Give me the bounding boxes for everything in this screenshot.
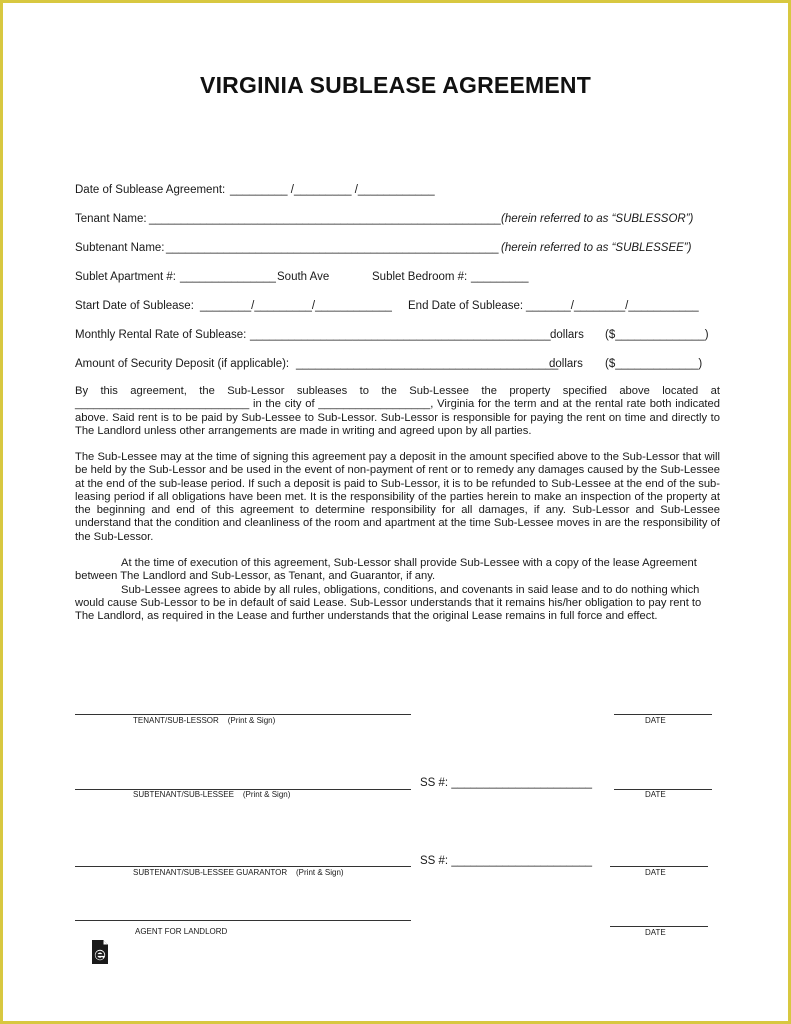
- guarantor-ss-field[interactable]: ______________________: [451, 855, 593, 867]
- paragraph-lease-copy: [75, 557, 720, 623]
- deposit-words-field[interactable]: _________________________________________: [296, 358, 559, 370]
- tenant-signature-line[interactable]: [75, 714, 411, 715]
- date-field[interactable]: _________ /_________ /____________: [230, 184, 435, 196]
- subtenant-row: [75, 242, 723, 258]
- apartment-street: South Ave: [277, 271, 330, 283]
- guarantor-signature-line[interactable]: [75, 866, 411, 867]
- subtenant-ss-field[interactable]: ______________________: [451, 777, 593, 789]
- end-date-label: End Date of Sublease:: [408, 300, 524, 312]
- paragraph-text: Sub-Lessee agrees to abide by all rules, obligations, conditions, and covenants in said lease and to do nothing which would cause Sub-Lessor to be in default of said Lease. Sub-Lessor understands that it remains his/her obligation to pay rent to The Landlord, as required in the Lease and further understands that the original Lease remains in full force and effect.: [75, 583, 702, 623]
- agent-date-line[interactable]: [610, 926, 708, 927]
- start-date-label: Start Date of Sublease:: [75, 300, 194, 312]
- deposit-row: [75, 358, 723, 374]
- paragraph-text: The Sub-Lessee may at the time of signing this agreement pay a deposit in the amount specified above to the Sub-Lessor that will be held by the Sub-Lessor and be used in the event of non-payment of rent or to remedy any damages caused by the Sub-Lessee at the end of the sub-lease period. If such a deposit is paid to Sub-Lessor, it is to be refunded to Sub-Lessee at the end of the sub-leasing period if all obligations have been met. It is the responsibility of the parties herein to make an inspection of the property at the beginning and end of this agreement to determine responsibility for all damages, if any. Sub-Lessor and Sub-Lessee understand that the condition and cleanliness of the room and apartment at the time Sub-Lessee moves in are the responsibility of the Sub-Lessor.: [75, 451, 720, 543]
- paragraph-property-rent: [75, 385, 720, 438]
- paragraph-text: At the time of execution of this agreement, Sub-Lessor shall provide Sub-Lessee with a copy of the lease Agreement between The Landlord and Sub-Lessor, as Tenant, and Guarantor, if any.: [75, 557, 697, 583]
- subtenant-label: Subtenant Name:: [75, 242, 165, 254]
- subtenant-signature-label: SUBTENANT/SUB-LESSEE (Print & Sign): [133, 790, 291, 799]
- agent-date-label: DATE: [645, 928, 666, 937]
- subtenant-name-field[interactable]: ____________________________________________________: [166, 242, 499, 254]
- agent-signature-label: AGENT FOR LANDLORD: [135, 927, 228, 936]
- date-row: [75, 184, 723, 200]
- tenant-row: [75, 213, 723, 229]
- deposit-label: Amount of Security Deposit (if applicable):: [75, 358, 290, 370]
- deposit-amount-field[interactable]: ($_____________): [605, 358, 703, 370]
- tenant-label: Tenant Name:: [75, 213, 147, 225]
- paragraph-text: By this agreement, the Sub-Lessor subleases to the Sub-Lessee the property specified above located at ____________________________ in the city of __________________, Virginia for the term and at the rental rate both indicated above. Said rent is to be paid by Sub-Lessee to Sub-Lessor. Sub-Lessor is responsible for paying the rent on time and directly to The Landlord unless other arrangements are made in writing and agreed upon by all parties.: [75, 385, 720, 437]
- tenant-date-label: DATE: [645, 716, 666, 725]
- deposit-unit: dollars: [549, 358, 583, 370]
- tenant-signature-label: TENANT/SUB-LESSOR (Print & Sign): [133, 716, 276, 725]
- start-date-field[interactable]: ________/_________/____________: [200, 300, 392, 312]
- subtenant-date-label: DATE: [645, 790, 666, 799]
- bedroom-label: Sublet Bedroom #:: [372, 271, 468, 283]
- rent-words-field[interactable]: _______________________________________________: [250, 329, 551, 341]
- paragraph-deposit: [75, 451, 720, 544]
- guarantor-date-label: DATE: [645, 868, 666, 877]
- date-label: Date of Sublease Agreement:: [75, 184, 226, 196]
- end-date-field[interactable]: _______/________/___________: [526, 300, 699, 312]
- apartment-row: [75, 271, 723, 287]
- guarantor-signature-label: SUBTENANT/SUB-LESSEE GUARANTOR (Print & Sign): [133, 868, 344, 877]
- rent-amount-field[interactable]: ($______________): [605, 329, 709, 341]
- rent-unit: dollars: [550, 329, 584, 341]
- guarantor-ss: SS #: ______________________: [420, 855, 593, 867]
- agent-signature-line[interactable]: [75, 920, 411, 921]
- term-row: [75, 300, 723, 316]
- eforms-logo-icon: [90, 939, 110, 965]
- rent-row: [75, 329, 723, 345]
- document-title: VIRGINIA SUBLEASE AGREEMENT: [200, 72, 591, 98]
- subtenant-note: (herein referred to as “SUBLESSEE”): [501, 242, 692, 254]
- tenant-note: (herein referred to as “SUBLESSOR”): [501, 213, 694, 225]
- apartment-field[interactable]: _______________: [180, 271, 276, 283]
- tenant-name-field[interactable]: _______________________________________________________: [149, 213, 501, 225]
- rent-label: Monthly Rental Rate of Sublease:: [75, 329, 247, 341]
- guarantor-date-line[interactable]: [610, 866, 708, 867]
- bedroom-field[interactable]: _________: [471, 271, 529, 283]
- apartment-label: Sublet Apartment #:: [75, 271, 177, 283]
- tenant-date-line[interactable]: [614, 714, 712, 715]
- subtenant-ss: SS #: ______________________: [420, 777, 593, 789]
